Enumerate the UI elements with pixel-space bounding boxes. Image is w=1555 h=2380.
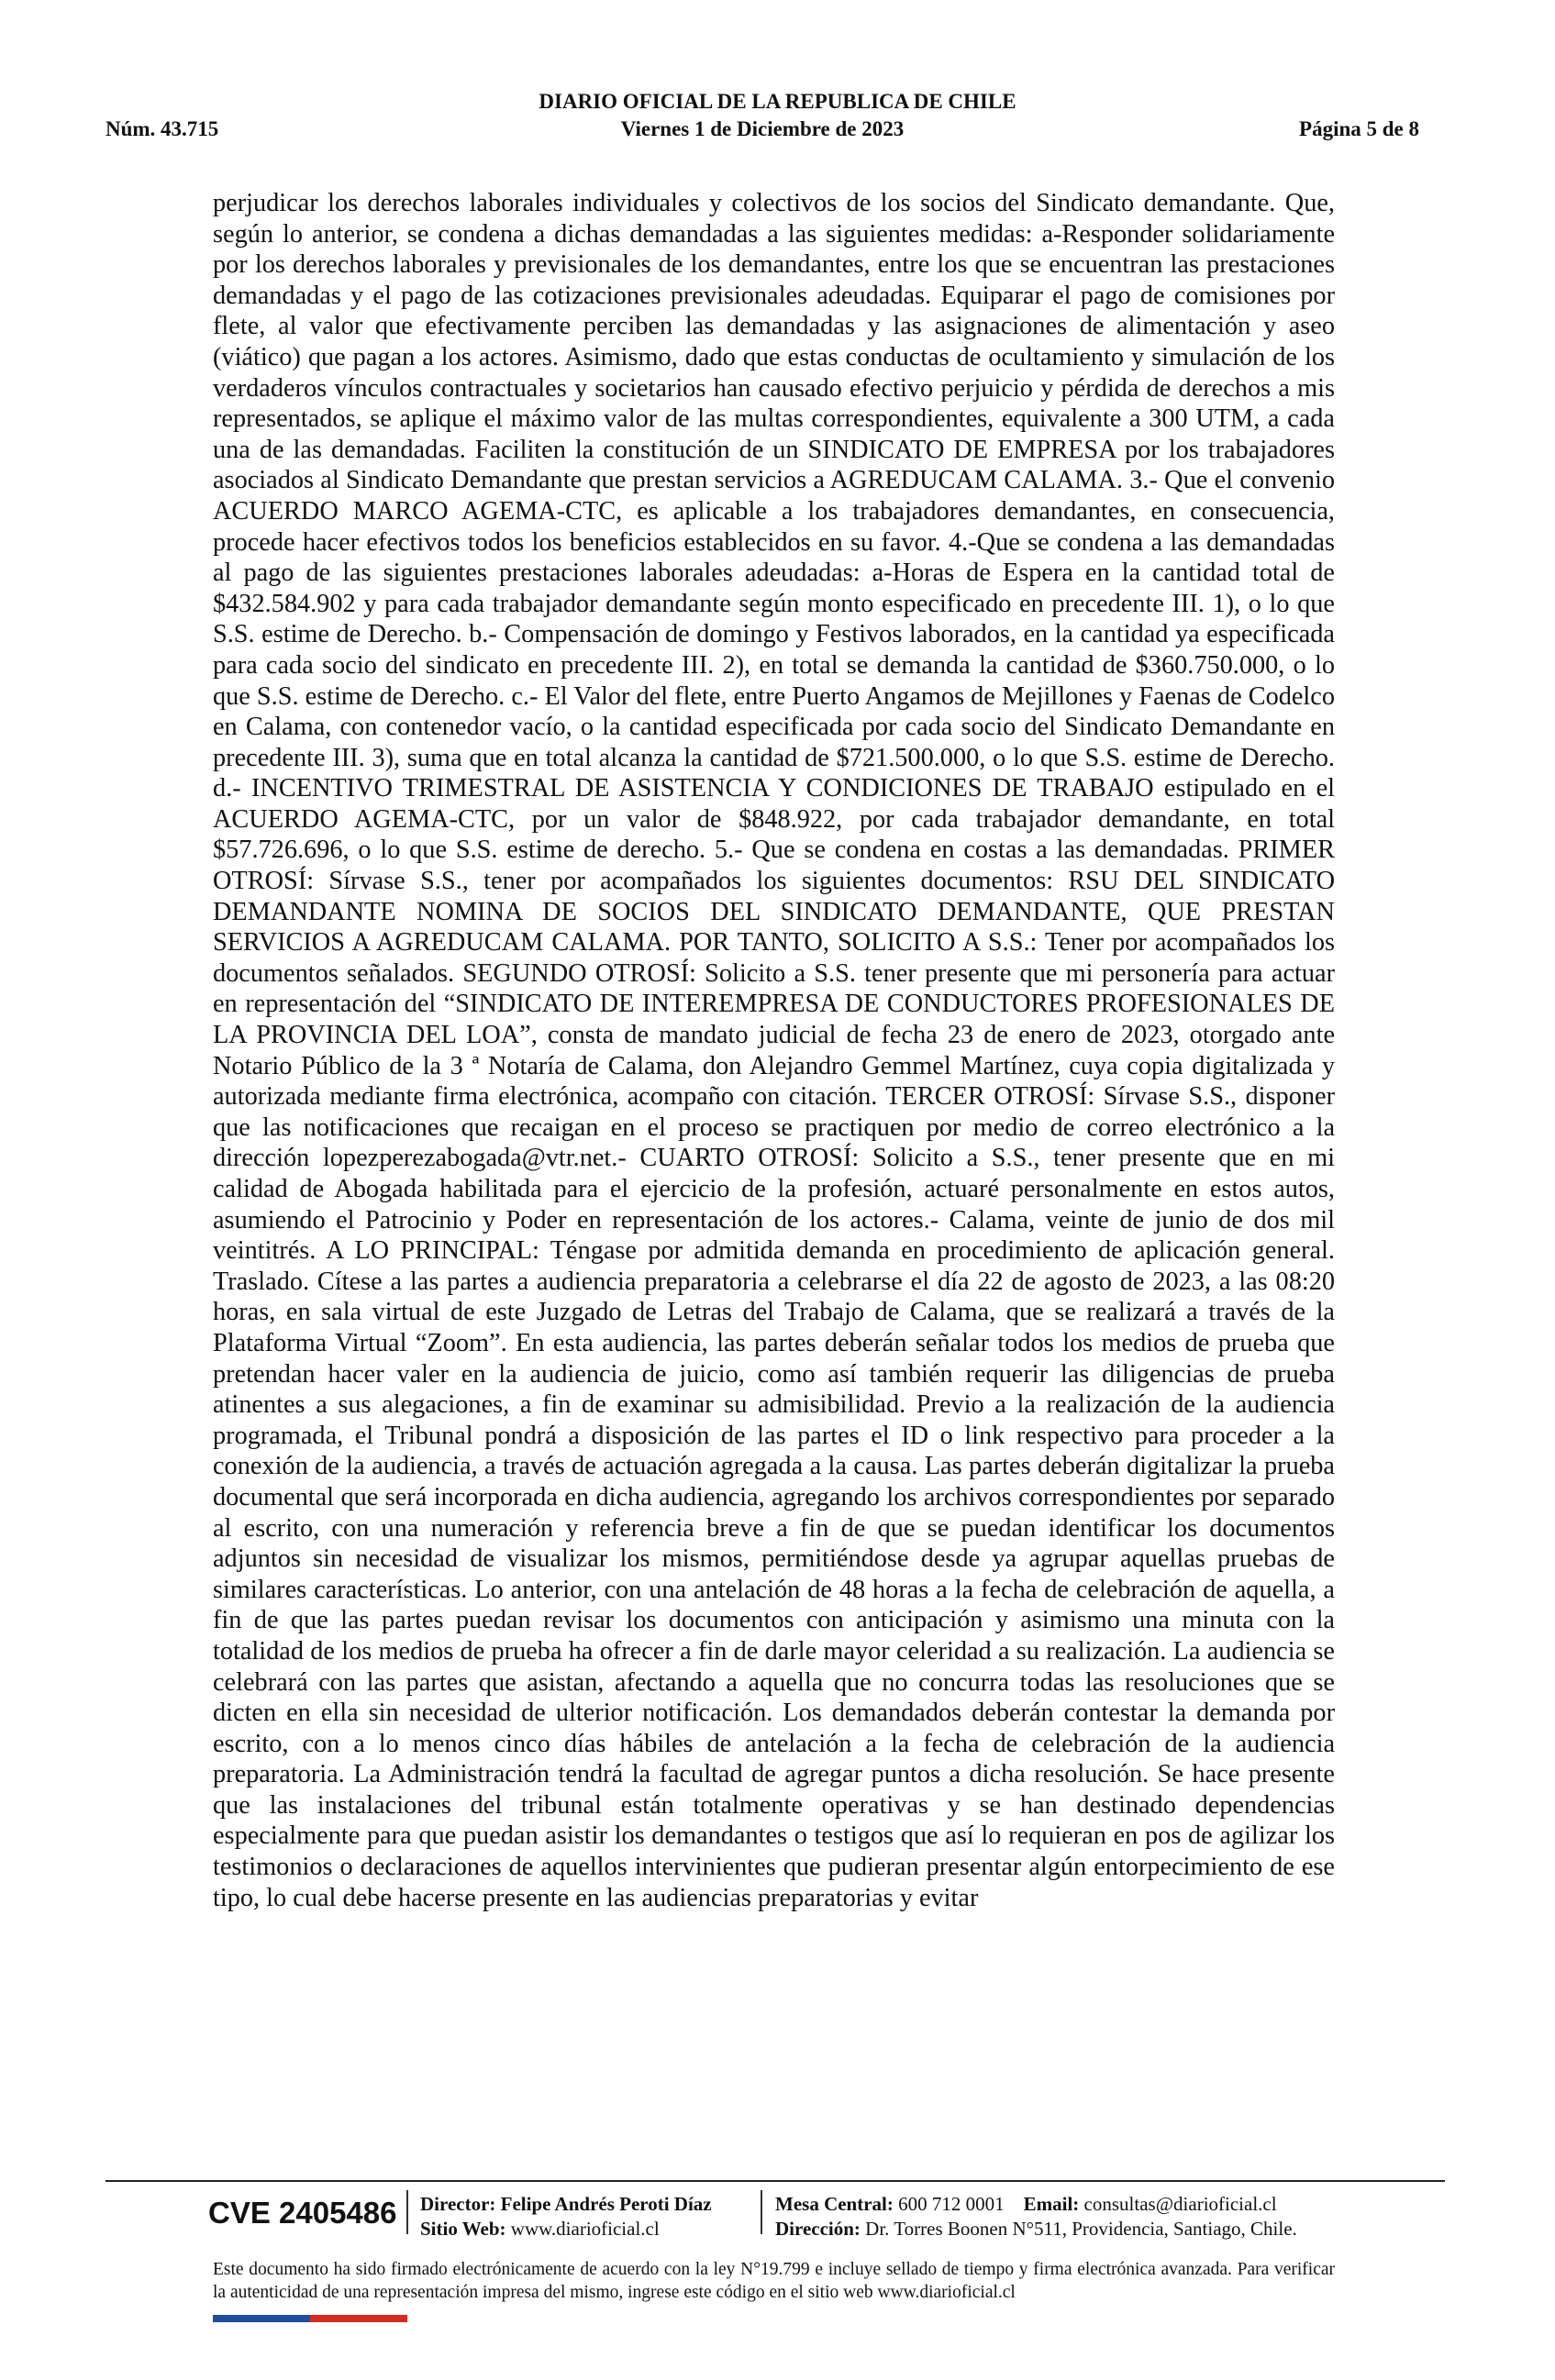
flag-stripe [213, 2315, 407, 2322]
flag-red-segment [310, 2315, 407, 2322]
newspaper-title: DIARIO OFICIAL DE LA REPUBLICA DE CHILE [539, 90, 1016, 113]
email-link[interactable]: consultas@diarioficial.cl [1083, 2193, 1277, 2215]
footer-contact-block [775, 2192, 1297, 2242]
footer-separator [406, 2190, 408, 2234]
footer-divider [106, 2180, 1445, 2182]
issue-number: Núm. 43.715 [106, 117, 219, 140]
signature-note: Este documento ha sido firmado electrónicamente de acuerdo con la ley N°19.799 e incluye sellado de tiempo y firma electrónica avanzada. Para verificar la autenticidad de una representación impresa del mismo, ingrese este código en el sitio web www.diarioficial.cl [213, 2260, 1335, 2302]
site-label: Sitio Web: [420, 2218, 506, 2240]
director-name: Felipe Andrés Peroti Díaz [500, 2193, 712, 2215]
document-body: perjudicar los derechos laborales individuales y colectivos de los socios del Sindicato demandante. Que, según lo anterior, se condena a dichas demandadas a las siguientes medidas: a-Responder solidariamente por los derechos laborales y previsionales de los demandantes, entre los que se encuentran las prestaciones demandadas y el pago de las cotizaciones previsionales adeudadas. Equiparar el pago de comisiones por flete, al valor que efectivamente perciben las demandadas y las asignaciones de alimentación y aseo (viático) que pagan a los actores. Asimismo, dado que estas conductas de ocultamiento y simulación de los verdaderos vínculos contractuales y societarios han causado efectivo perjuicio y pérdida de derechos a mis representados, se aplique el máximo valor de las multas correspondientes, equivalente a 300 UTM, a cada una de las demandadas. Faciliten la constitución de un SINDICATO DE EMPRESA por los trabajadores asociados al Sindicato Demandante que prestan servicios a AGREDUCAM CALAMA. 3.- Que el convenio ACUERDO MARCO AGEMA-CTC, es aplicable a los trabajadores demandantes, en consecuencia, procede hacer efectivos todos los beneficios establecidos en su favor. 4.-Que se condena a las demandadas al pago de las siguientes prestaciones laborales adeudadas: a-Horas de Espera en la cantidad total de $432.584.902 y para cada trabajador demandante según monto especificado en precedente III. 1), o lo que S.S. estime de Derecho. b.- Compensación de domingo y Festivos laborados, en la cantidad ya especificada para cada socio del sindicato en precedente III. 2), en total se demanda la cantidad de $360.750.000, o lo que S.S. estime de Derecho. c.- El Valor del flete, entre Puerto Angamos de Mejillones y Faenas de Codelco en Calama, con contenedor vacío, o la cantidad especificada por cada socio del Sindicato Demandante en precedente III. 3), suma que en total alcanza la cantidad de $721.500.000, o lo que S.S. estime de Derecho. d.- INCENTIVO TRIMESTRAL DE ASISTENCIA Y CONDICIONES DE TRABAJO estipulado en el ACUERDO AGEMA-CTC, por un valor de $848.922, por cada trabajador demandante, en total $57.726.696, o lo que S.S. estime de derecho. 5.- Que se condena en costas a las demandadas. PRIMER OTROSÍ: Sírvase S.S., tener por acompañados los siguientes documentos: RSU DEL SINDICATO DEMANDANTE NOMINA DE SOCIOS DEL SINDICATO DEMANDANTE, QUE PRESTAN SERVICIOS A AGREDUCAM CALAMA. POR TANTO, SOLICITO A S.S.: Tener por acompañados los documentos señalados. SEGUNDO OTROSÍ: Solicito a S.S. tener presente que mi personería para actuar en representación del “SINDICATO DE INTEREMPRESA DE CONDUCTORES PROFESIONALES DE LA PROVINCIA DEL LOA”, consta de mandato judicial de fecha 23 de enero de 2023, otorgado ante Notario Público de la 3 ª Notaría de Calama, don Alejandro Gemmel Martínez, cuya copia digitalizada y autorizada mediante firma electrónica, acompaño con citación. TERCER OTROSÍ: Sírvase S.S., disponer que las notificaciones que recaigan en el proceso se practiquen por medio de correo electrónico a la dirección lopezperezabogada@vtr.net.- CUARTO OTROSÍ: Solicito a S.S., tener presente que en mi calidad de Abogada habilitada para el ejercicio de la profesión, actuaré personalmente en estos autos, asumiendo el Patrocinio y Poder en representación de los actores.- Calama, veinte de junio de dos mil veintitrés. A LO PRINCIPAL: Téngase por admitida demanda en procedimiento de aplicación general. Traslado. Cítese a las partes a audiencia preparatoria a celebrarse el día 22 de agosto de 2023, a las 08:20 horas, en sala virtual de este Juzgado de Letras del Trabajo de Calama, que se realizará a través de la Plataforma Virtual “Zoom”. En esta audiencia, las partes deberán señalar todos los medios de prueba que pretendan hacer valer en la audiencia de juicio, como así también requerir las diligencias de prueba atinentes a sus alegaciones, a fin de examinar su admisibilidad. Previo a la realización de la audiencia programada, el Tribunal pondrá a disposición de las partes el ID o link respectivo para proceder a la conexión de la audiencia, a través de actuación agregada a la causa. Las partes deberán digitalizar la prueba documental que será incorporada en dicha audiencia, agregando los archivos correspondientes por separado al escrito, con una numeración y referencia breve a fin de que se puedan identificar los documentos adjuntos sin necesidad de visualizar los mismos, permitiéndose desde ya agrupar aquellas pruebas de similares características. Lo anterior, con una antelación de 48 horas a la fecha de celebración de aquella, a fin de que las partes puedan revisar los documentos con anticipación y asimismo una minuta con la totalidad de los medios de prueba ha ofrecer a fin de darle mayor celeridad a su realización. La audiencia se celebrará con las partes que asistan, afectando a aquella que no concurra todas las resoluciones que se dicten en ella sin necesidad de ulterior notificación. Los demandados deberán contestar la demanda por escrito, con a lo menos cinco días hábiles de antelación a la fecha de celebración de la audiencia preparatoria. La Administración tendrá la facultad de agregar puntos a dicha resolución. Se hace presente que las instalaciones del tribunal están totalmente operativas y se han destinado dependencias especialmente para que puedan asistir los demandantes o testigos que así lo requieran en pos de agilizar los testimonios o declaraciones de aquellos intervinientes que pudieran presentar algún entorpecimiento de ese tipo, lo cual debe hacerse presente en las audiencias preparatorias y evitar [213, 189, 1335, 1912]
mesa-phone: 600 712 0001 [898, 2193, 1005, 2215]
flag-blue-segment [213, 2315, 310, 2322]
footer-separator [761, 2190, 762, 2234]
address-label: Dirección: [775, 2218, 861, 2240]
address-value: Dr. Torres Boonen N°511, Providencia, Santiago, Chile. [865, 2218, 1297, 2240]
mesa-label: Mesa Central: [775, 2193, 894, 2215]
issue-date: Viernes 1 de Diciembre de 2023 [620, 117, 905, 140]
footer-director-block [420, 2192, 712, 2242]
cve-code: CVE 2405486 [208, 2196, 397, 2230]
director-label: Director: [420, 2193, 496, 2215]
site-link[interactable]: www.diarioficial.cl [510, 2218, 660, 2240]
page-indicator: Página 5 de 8 [1299, 117, 1419, 140]
email-label: Email: [1023, 2193, 1080, 2215]
